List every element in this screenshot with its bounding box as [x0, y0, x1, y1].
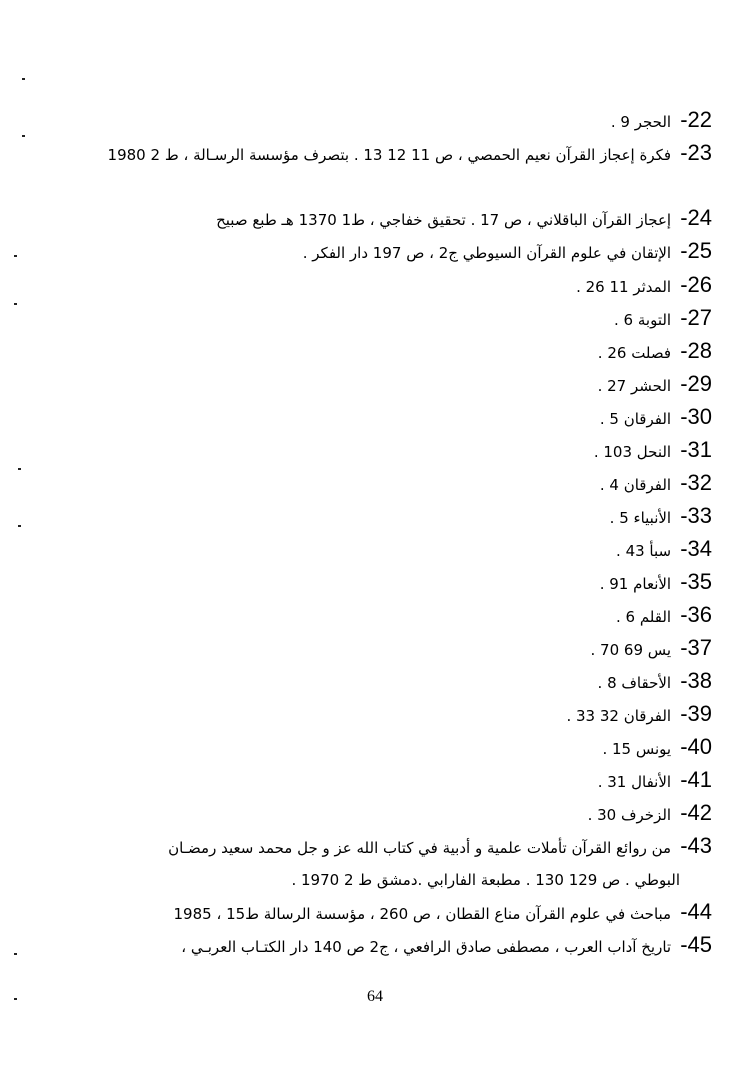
footnote-25 [303, 239, 712, 265]
footnote-43 [168, 834, 712, 860]
footnote-26 [576, 273, 712, 299]
footnote-text: تاريخ آداب العرب ، مصطفى صادق الرافعي ، ج2 ص 140 دار الكتـاب العربـي ، [181, 938, 672, 956]
footnote-text: إعجاز القرآن الباقلاني ، ص 17 . تحقيق خفاجي ، ط1 1370 هـ طبع صبيح [216, 211, 672, 229]
footnote-36 [616, 603, 712, 629]
footnote-23 [108, 141, 712, 167]
footnote-text: الأنفال 31 . [597, 773, 672, 791]
footnote-39 [566, 702, 712, 728]
footnote-number: 32- [680, 470, 712, 495]
footnote-35 [600, 570, 712, 596]
footnote-number: 28- [680, 338, 712, 363]
footnote-40 [602, 735, 712, 761]
footnote-text: الفرقان 5 . [599, 410, 672, 428]
scan-speck [14, 953, 17, 955]
footnote-text: الأنعام 91 . [599, 575, 672, 593]
footnote-text: يونس 15 . [602, 740, 672, 758]
footnote-number: 33- [680, 503, 712, 528]
footnote-37 [591, 636, 713, 662]
footnote-number: 27- [680, 305, 712, 330]
footnote-24 [216, 206, 712, 232]
footnote-33 [610, 504, 712, 530]
footnote-text: الإتقان في علوم القرآن السيوطي ج2 ، ص 197 دار الفكر . [302, 244, 672, 262]
footnote-text: يس 69 70 . [590, 641, 672, 659]
footnote-22 [611, 108, 712, 134]
footnote-34 [616, 537, 712, 563]
scan-speck [14, 998, 17, 1000]
footnote-text: الحجر 9 . [610, 113, 672, 131]
footnote-text: الفرقان 32 33 . [566, 707, 672, 725]
footnote-32 [600, 471, 712, 497]
footnote-43-continuation: البوطي . ص 129 130 . مطبعة الفارابي .دمشق ط 2 1970 . [291, 871, 680, 889]
footnote-44 [173, 900, 712, 926]
scan-speck [18, 468, 21, 470]
footnote-number: 30- [680, 404, 712, 429]
scan-speck [14, 255, 17, 257]
footnote-number: 43- [680, 833, 712, 858]
footnote-number: 29- [680, 371, 712, 396]
footnote-text: الفرقان 4 . [599, 476, 672, 494]
footnote-38 [598, 669, 712, 695]
footnote-number: 24- [680, 205, 712, 230]
footnote-number: 41- [680, 767, 712, 792]
footnote-42 [588, 801, 712, 827]
footnote-text: الأنبياء 5 . [609, 509, 672, 527]
footnote-text: المدثر 11 26 . [576, 278, 672, 296]
footnote-45 [181, 933, 712, 959]
footnote-text: التوبة 6 . [614, 311, 672, 329]
footnote-number: 36- [680, 602, 712, 627]
footnote-number: 44- [680, 899, 712, 924]
footnote-text: سبأ 43 . [616, 542, 672, 560]
footnote-text: الزخرف 30 . [587, 806, 672, 824]
footnote-text: النحل 103 . [593, 443, 672, 461]
footnote-text: فصلت 26 . [597, 344, 672, 362]
footnote-number: 42- [680, 800, 712, 825]
page-number: 64 [367, 988, 383, 1005]
footnote-text: الأحقاف 8 . [597, 674, 672, 692]
footnote-number: 35- [680, 569, 712, 594]
footnote-29 [598, 372, 712, 398]
footnote-number: 34- [680, 536, 712, 561]
footnote-text: مباحث في علوم القرآن مناع القطان ، ص 260 ، مؤسسة الرسالة ط15 ، 1985 [173, 905, 672, 923]
footnote-text: من روائع القرآن تأملات علمية و أدبية في كتاب الله عز و جل محمد سعيد رمضـان [168, 839, 672, 857]
footnote-30 [600, 405, 712, 431]
footnote-text: القلم 6 . [615, 608, 672, 626]
footnote-number: 26- [680, 272, 712, 297]
footnote-number: 31- [680, 437, 712, 462]
footnote-text: الحشر 27 . [597, 377, 672, 395]
footnote-number: 45- [680, 932, 712, 957]
footnote-31 [594, 438, 712, 464]
scan-speck [22, 78, 25, 80]
footnote-28 [598, 339, 712, 365]
footnote-number: 22- [680, 107, 712, 132]
footnote-number: 40- [680, 734, 712, 759]
scan-speck [22, 135, 25, 137]
footnote-27 [614, 306, 712, 332]
footnote-number: 23- [680, 140, 712, 165]
footnote-41 [598, 768, 712, 794]
scan-speck [14, 303, 17, 305]
footnote-number: 37- [680, 635, 712, 660]
footnote-number: 39- [680, 701, 712, 726]
footnote-number: 38- [680, 668, 712, 693]
footnote-text: فكرة إعجاز القرآن نعيم الحمصي ، ص 11 12 13 . بتصرف مؤسسة الرسـالة ، ط 2 1980 [107, 146, 672, 164]
scan-speck [18, 525, 21, 527]
footnote-number: 25- [680, 238, 712, 263]
